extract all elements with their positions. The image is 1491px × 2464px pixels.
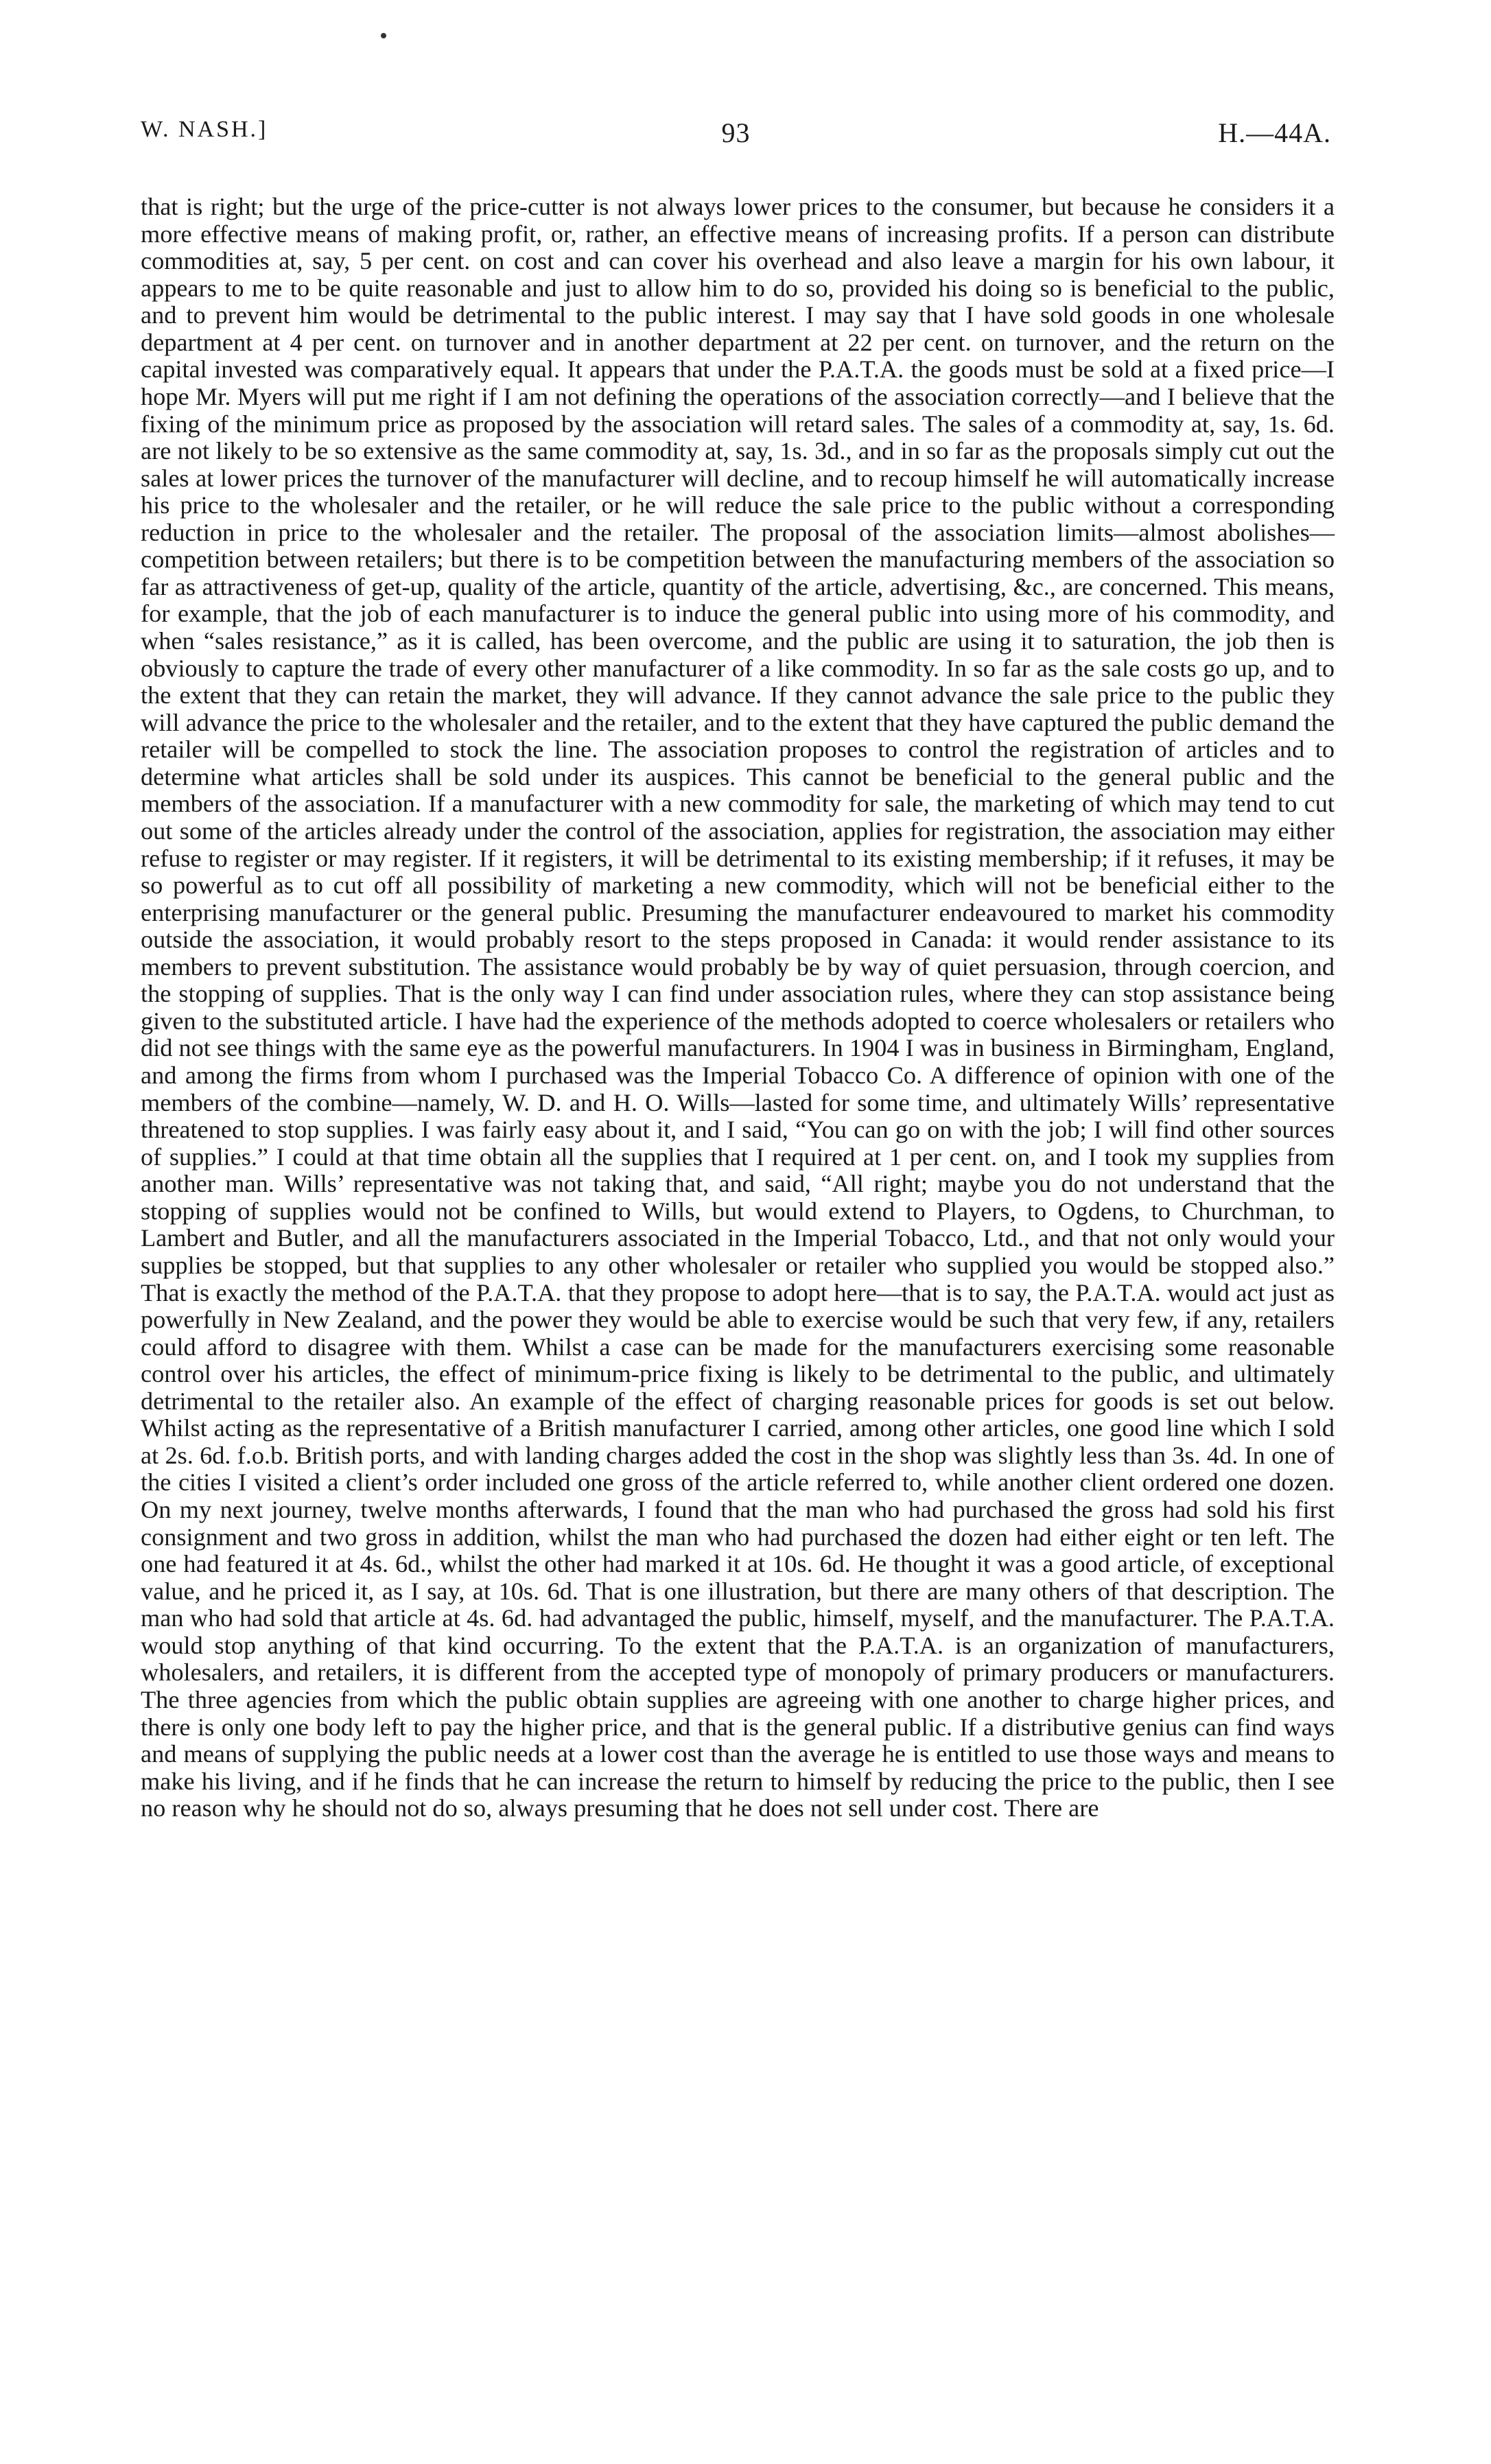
page-number: 93 [721,117,751,148]
header-author: W. NASH.] [141,117,268,142]
print-speck [381,33,386,38]
running-header [141,117,1331,166]
body-paragraph: that is right; but the urge of the price-cutter is not always lower prices to the consumer, but because he considers it a more effective means of making profit, or, rather, an effective means of increasing profits. If a person can distribute commodities at, say, 5 per cent. on cost and can cover his overhead and also leave a margin for his own labour, it appears to me to be quite reasonable and just to allow him to do so, provided his doing so is beneficial to the public, and to prevent him would be detrimental to the public interest. I may say that I have sold goods in one wholesale department at 4 per cent. on turnover and in another department at 22 per cent. on turnover, and the return on the capital invested was comparatively equal. It appears that under the P.A.T.A. the goods must be sold at a fixed price—I hope Mr. Myers will put me right if I am not defining the operations of the association correctly—and I believe that the fixing of the minimum price as proposed by the association will retard sales. The sales of a commodity at, say, 1s. 6d. are not likely to be so extensive as the same commodity at, say, 1s. 3d., and in so far as the proposals simply cut out the sales at lower prices the turnover of the manufacturer will decline, and to recoup himself he will automatically increase his price to the wholesaler and the retailer, or he will reduce the sale price to the public without a corresponding reduction in price to the wholesaler and the retailer. The proposal of the association limits—almost abolishes—competition between retailers; but there is to be competition between the manufacturing members of the association so far as attractiveness of get-up, quality of the article, quantity of the article, advertising, &c., are concerned. This means, for example, that the job of each manufacturer is to induce the general public into using more of his commodity, and when “sales resistance,” as it is called, has been overcome, and the public are using it to saturation, the job then is obviously to capture the trade of every other manufacturer of a like commodity. In so far as the sale costs go up, and to the extent that they can retain the market, they will advance. If they cannot advance the sale price to the public they will advance the price to the wholesaler and the retailer, and to the extent that they have captured the public demand the retailer will be compelled to stock the line. The association proposes to control the registration of articles and to determine what articles shall be sold under its auspices. This cannot be beneficial to the general public and the members of the association. If a manufacturer with a new commodity for sale, the marketing of which may tend to cut out some of the articles already under the control of the association, applies for registration, the association may either refuse to register or may register. If it registers, it will be detrimental to its existing membership; if it refuses, it may be so powerful as to cut off all possibility of marketing a new commodity, which will not be beneficial either to the enterprising manufacturer or the general public. Presuming the manufacturer endeavoured to market his commodity outside the association, it would probably resort to the steps proposed in Canada: it would render assistance to its members to prevent substitution. The assistance would probably be by way of quiet persuasion, through coercion, and the stopping of supplies. That is the only way I can find under association rules, where they can stop assistance being given to the substituted article. I have had the experience of the methods adopted to coerce wholesalers or retailers who did not see things with the same eye as the powerful manufacturers. In 1904 I was in business in Birmingham, England, and among the firms from whom I purchased was the Imperial Tobacco Co. A difference of opinion with one of the members of the combine—namely, W. D. and H. O. Wills—lasted for some time, and ultimately Wills’ representative threatened to stop supplies. I was fairly easy about it, and I said, “You can go on with the job; I will find other sources of supplies.” I could at that time obtain all the supplies that I required at 1 per cent. on, and I took my supplies from another man. Wills’ representative was not taking that, and said, “All right; maybe you do not understand that the stopping of supplies would not be confined to Wills, but would extend to Players, to Ogdens, to Churchman, to Lambert and Butler, and all the manufacturers associated in the Imperial Tobacco, Ltd., and that not only would your supplies be stopped, but that supplies to any other wholesaler or retailer who supplied you would be stopped also.” That is exactly the method of the P.A.T.A. that they propose to adopt here—that is to say, the P.A.T.A. would act just as powerfully in New Zealand, and the power they would be able to exercise would be such that very few, if any, retailers could afford to disagree with them. Whilst a case can be made for the manufacturers exercising some reasonable control over his articles, the effect of minimum-price fixing is likely to be detrimental to the public, and ultimately detrimental to the retailer also. An example of the effect of charging reasonable prices for goods is set out below. Whilst acting as the representative of a British manufacturer I carried, among other articles, one good line which I sold at 2s. 6d. f.o.b. British ports, and with landing charges added the cost in the shop was slightly less than 3s. 4d. In one of the cities I visited a client’s order included one gross of the article referred to, while another client ordered one dozen. On my next journey, twelve months afterwards, I found that the man who had purchased the gross had sold his first consignment and two gross in addition, whilst the man who had purchased the dozen had either eight or ten left. The one had featured it at 4s. 6d., whilst the other had marked it at 10s. 6d. He thought it was a good article, of exceptional value, and he priced it, as I say, at 10s. 6d. That is one illustration, but there are many others of that description. The man who had sold that article at 4s. 6d. had advantaged the public, himself, myself, and the manufacturer. The P.A.T.A. would stop anything of that kind occurring. To the extent that the P.A.T.A. is an organization of manufacturers, wholesalers, and retailers, it is different from the accepted type of monopoly of primary producers or manufacturers. The three agencies from which the public obtain supplies are agreeing with one another to charge higher prices, and there is only one body left to pay the higher price, and that is the general public. If a distributive genius can find ways and means of supplying the public needs at a lower cost than the average he is entitled to use those ways and means to make his living, and if he finds that he can increase the return to himself by reducing the price to the public, then I see no reason why he should not do so, always presuming that he does not sell under cost. There are [141,193,1335,1822]
header-document-code: H.—44A. [1218,117,1331,148]
